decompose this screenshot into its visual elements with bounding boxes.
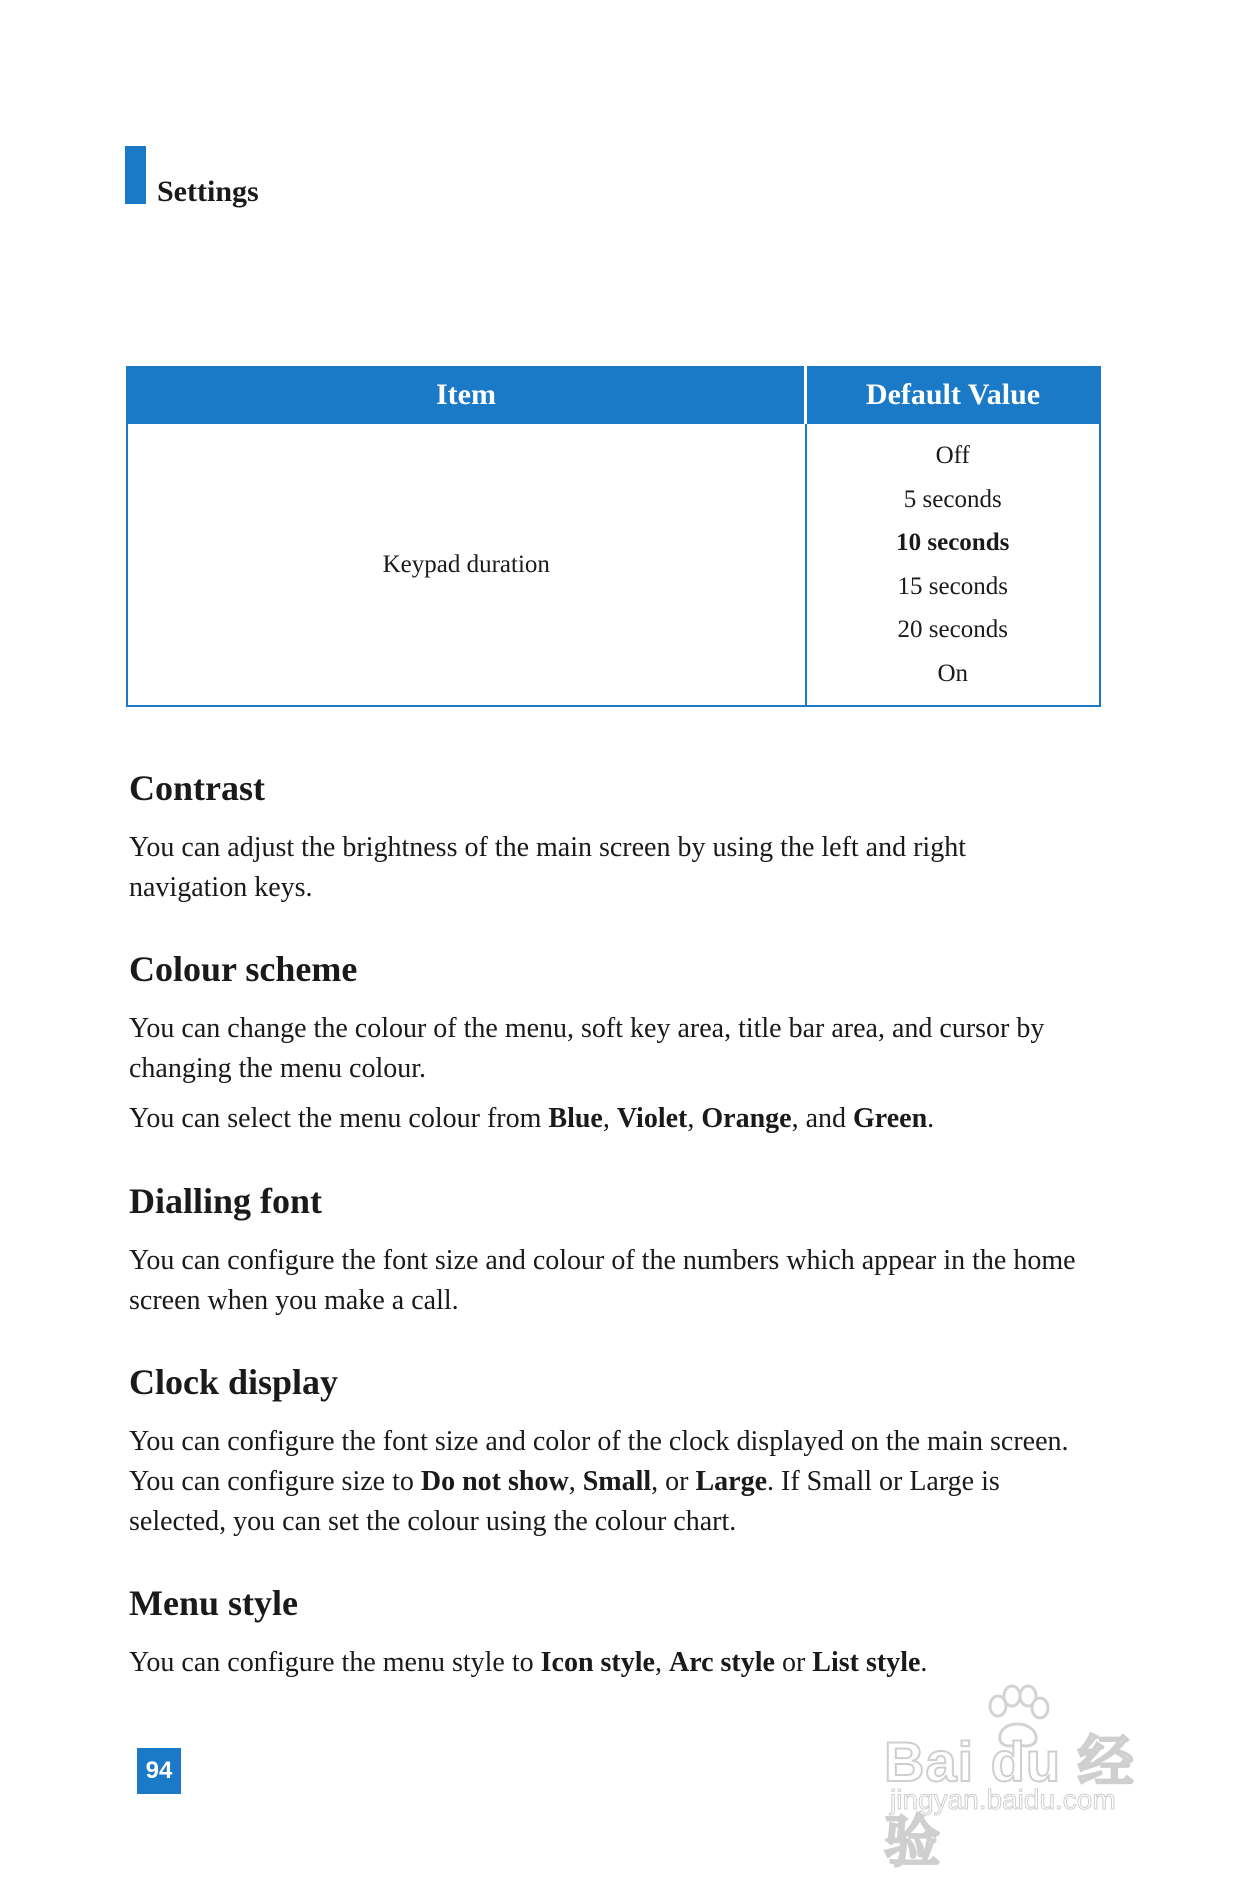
text-fragment: ,	[654, 1647, 669, 1678]
section-text-menu-style	[129, 1643, 1089, 1683]
value-list	[807, 424, 1100, 705]
section-menu-style	[129, 1581, 1089, 1683]
settings-table	[126, 366, 1101, 707]
option-small: Small	[582, 1466, 652, 1497]
text-fragment: ,	[602, 1103, 617, 1134]
text-fragment: .	[927, 1103, 935, 1134]
text-fragment: ,	[687, 1103, 702, 1134]
section-text-colour-options	[129, 1099, 1089, 1139]
section-colour-scheme	[129, 947, 1089, 1139]
section-title-menu-style: Menu style	[129, 1583, 298, 1623]
value-item: Off	[935, 442, 970, 469]
section-text-clock-display	[129, 1422, 1089, 1542]
text-fragment: . If Small or Large is selected, you can set the colour using the colour chart.	[129, 1466, 1000, 1537]
text-fragment: You can configure the menu style to	[129, 1647, 541, 1678]
option-arc-style: Arc style	[668, 1647, 775, 1678]
section-contrast	[129, 766, 1089, 908]
section-marker	[125, 146, 146, 204]
text-fragment: .	[920, 1647, 928, 1678]
text-fragment: , or	[651, 1466, 696, 1497]
watermark-main-text: Bai du 经验	[884, 1730, 1135, 1873]
value-item: 15 seconds	[897, 572, 1008, 600]
section-title-contrast: Contrast	[129, 768, 265, 808]
option-orange: Orange	[701, 1103, 792, 1134]
section-dialling-font	[129, 1179, 1089, 1321]
text-fragment: , and	[791, 1103, 854, 1134]
page-number: 94	[137, 1748, 181, 1794]
baidu-watermark	[884, 1684, 1174, 1873]
table-header-item: Item	[127, 367, 806, 423]
table-header-default-value: Default Value	[806, 367, 1101, 423]
section-title-clock-display: Clock display	[129, 1362, 339, 1402]
value-item: On	[937, 659, 969, 687]
text-fragment: ,	[568, 1466, 583, 1497]
text-fragment: You can select the menu colour from	[129, 1103, 549, 1134]
option-violet: Violet	[616, 1103, 688, 1134]
section-clock-display	[129, 1360, 1089, 1542]
value-item: 20 seconds	[897, 616, 1008, 643]
section-text-dialling-font: You can configure the font size and colour of the numbers which appear in the home screen when you make a call.	[129, 1245, 1076, 1316]
table-row	[127, 423, 1100, 706]
text-fragment: You can configure size to	[129, 1466, 421, 1497]
section-header-title: Settings	[157, 175, 259, 208]
table-cell-values	[806, 423, 1101, 706]
section-text-colour-scheme: You can change the colour of the menu, soft key area, title bar area, and cursor by changing the menu colour.	[129, 1013, 1045, 1084]
section-text-contrast: You can adjust the brightness of the main screen by using the left and right navigation keys.	[129, 832, 966, 903]
table-header-row	[127, 367, 1100, 423]
option-do-not-show: Do not show	[420, 1466, 569, 1497]
value-item-default: 10 seconds	[896, 529, 1010, 556]
option-green: Green	[853, 1103, 928, 1134]
option-list-style: List style	[812, 1647, 921, 1678]
table-cell-item: Keypad duration	[127, 423, 806, 706]
section-title-colour-scheme: Colour scheme	[129, 949, 358, 989]
option-icon-style: Icon style	[540, 1647, 655, 1678]
option-large: Large	[695, 1466, 768, 1497]
value-item: 5 seconds	[903, 485, 1002, 513]
text-fragment: You can configure the font size and color of the clock displayed on the main screen.	[129, 1426, 1069, 1457]
section-title-dialling-font: Dialling font	[129, 1181, 323, 1221]
watermark-url: jingyan.baidu.com	[890, 1784, 1116, 1815]
text-fragment: or	[774, 1647, 813, 1678]
option-blue: Blue	[548, 1103, 603, 1134]
